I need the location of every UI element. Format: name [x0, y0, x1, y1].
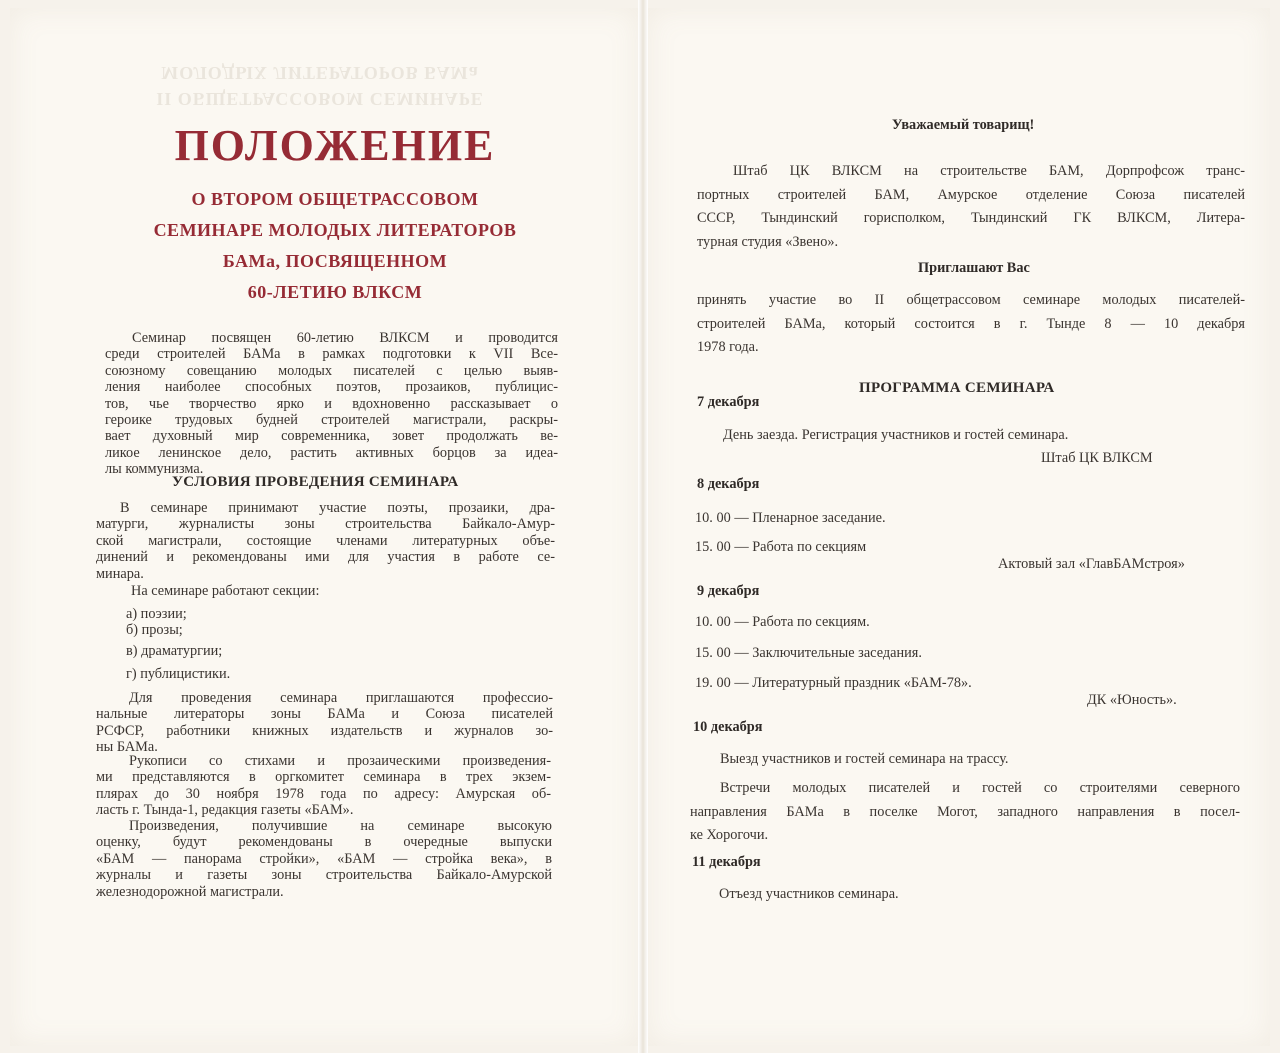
invite-text	[697, 289, 1245, 360]
manuscripts-line: ми представляются в оргкомитет семинара в трех экзем-	[96, 769, 551, 786]
intro-line: героике трудовых будней строителей магистрали, раскры-	[105, 412, 558, 429]
bleed-through-text	[110, 60, 530, 112]
day-date: 8 декабря	[697, 476, 760, 492]
day-date: 10 декабря	[693, 719, 763, 735]
works-line: «БАМ — панорама стройки», «БАМ — стройка века», в	[96, 850, 552, 867]
invite-line: 1978 года.	[697, 339, 759, 356]
hosts-paragraph	[697, 160, 1245, 254]
manuscripts-line: Рукописи со стихами и прозаическими произведения-	[129, 753, 551, 769]
day-place: Штаб ЦК ВЛКСМ	[1041, 450, 1153, 466]
manuscripts-line: ласть г. Тында-1, редакция газеты «БАМ».	[96, 802, 354, 819]
invite-line: строителей БАМа, который состоится в г. Тынде 8 — 10 декабря	[697, 315, 1245, 332]
participants-line: матурги, журналисты зоны строительства Байкало-Амур-	[96, 516, 555, 533]
invite-line: ны БАМа.	[96, 739, 158, 756]
bleed-through-line: II ОБЩЕТРАССОВОМ СЕМИНАРЕ	[156, 89, 484, 109]
participants-line: ской магистрали, состоящие членами литературных объе-	[96, 532, 555, 549]
program-heading: ПРОГРАММА СЕМИНАРА	[859, 380, 1055, 396]
hosts-line: турная студия «Звено».	[697, 233, 839, 250]
conditions-heading: УСЛОВИЯ ПРОВЕДЕНИЯ СЕМИНАРА	[172, 474, 459, 490]
day-text: День заезда. Регистрация участников и гостей семинара.	[723, 427, 1069, 443]
invite-line: принять участие во II общетрассовом семинаре молодых писателей-	[697, 292, 1245, 308]
section-item: б) прозы;	[126, 622, 183, 638]
meeting-line: Встречи молодых писателей и гостей со строителями северного	[720, 780, 1240, 796]
schedule-item: 15. 00 — Работа по секциям	[695, 539, 867, 555]
day-date: 7 декабря	[697, 394, 760, 410]
manuscripts-line: плярах до 30 ноября 1978 года по адресу: Амурская об-	[96, 785, 551, 802]
subtitle-line: БАМа, ПОСВЯЩЕННОМ	[222, 251, 448, 271]
participants-line: динений и рекомендованы ими для участия в работе се-	[96, 549, 555, 566]
document-title: ПОЛОЖЕНИЕ	[174, 121, 496, 170]
hosts-line: СССР, Тындинский горисполком, Тындинский ГК ВЛКСМ, Литера-	[697, 210, 1245, 227]
schedule-item: 19. 00 — Литературный праздник «БАМ-78».	[695, 675, 972, 691]
meeting-line: ке Хорогочи.	[690, 827, 769, 844]
intro-paragraph	[105, 330, 558, 478]
subtitle-line: СЕМИНАРЕ МОЛОДЫХ ЛИТЕРАТОРОВ	[153, 220, 517, 240]
intro-line: союзному совещанию молодых писателей с целью выяв-	[105, 362, 558, 379]
works-line: журналы и газеты зоны строительства Байкало-Амурской	[96, 867, 552, 884]
hosts-line: портных строителей БАМ, Амурское отделение Союза писателей	[697, 186, 1245, 203]
day-date: 11 декабря	[692, 854, 761, 870]
section-item: в) драматургии;	[126, 643, 223, 659]
meeting-line: направления БАМа в поселке Могот, западного направления в посел-	[690, 803, 1240, 820]
day-date: 9 декабря	[697, 583, 760, 599]
schedule-item: 10. 00 — Пленарное заседание.	[695, 510, 886, 526]
hosts-line: Штаб ЦК ВЛКСМ на строительстве БАМ, Дорпрофсож транс-	[733, 163, 1245, 179]
sections-intro: На семинаре работают секции:	[131, 583, 320, 599]
invite-line: нальные литераторы зоны БАМа и Союза писателей	[96, 706, 553, 723]
section-item: г) публицистики.	[126, 666, 231, 682]
schedule-item: 15. 00 — Заключительные заседания.	[695, 645, 922, 661]
manuscripts-paragraph	[96, 753, 551, 819]
schedule-item: 10. 00 — Работа по секциям.	[695, 614, 870, 630]
intro-line: Семинар посвящен 60-летию ВЛКСМ и проводится	[132, 330, 558, 346]
intro-line: среди строителей БАМа в рамках подготовки к VII Все-	[105, 346, 558, 363]
participants-line: В семинаре принимают участие поэты, прозаики, дра-	[120, 500, 555, 516]
section-item: а) поэзии;	[126, 606, 187, 622]
day-text: Выезд участников и гостей семинара на трассу.	[720, 751, 1009, 767]
document-subtitle	[70, 184, 600, 308]
invite-line: Для проведения семинара приглашаются профессио-	[129, 690, 553, 706]
invite-line: РСФСР, работники книжных издательств и журналов зо-	[96, 722, 553, 739]
intro-line: ления наиболее способных поэтов, прозаиков, публицис-	[105, 379, 558, 396]
intro-line: ликое ленинское дело, растить активных борцов за идеа-	[105, 444, 558, 461]
invite-heading: Приглашают Вас	[918, 260, 1030, 276]
subtitle-line: 60-ЛЕТИЮ ВЛКСМ	[247, 282, 423, 302]
meetings-paragraph	[690, 777, 1240, 848]
works-line: железнодорожной магистрали.	[96, 883, 284, 900]
bleed-through-line: МОЛОДЫХ ЛИТЕРАТОРОВ БАМа	[161, 63, 479, 83]
intro-line: тов, чье творчество ярко и вдохновенно рассказывает о	[105, 395, 558, 412]
intro-line: вает духовный мир современника, зовет продолжать ве-	[105, 428, 558, 445]
subtitle-line: О ВТОРОМ ОБЩЕТРАССОВОМ	[191, 189, 479, 209]
day-place: Актовый зал «ГлавБАМстроя»	[998, 556, 1185, 572]
greeting: Уважаемый товарищ!	[892, 117, 1035, 133]
works-paragraph	[96, 818, 552, 900]
participants-line: минара.	[96, 565, 144, 582]
day-text: Отъезд участников семинара.	[719, 886, 899, 902]
participants-paragraph	[96, 500, 555, 582]
invite-paragraph	[96, 690, 553, 756]
works-line: Произведения, получившие на семинаре высокую	[129, 818, 552, 834]
works-line: оценку, будут рекомендованы в очередные выпуски	[96, 834, 552, 851]
day-place: ДК «Юность».	[1087, 692, 1177, 708]
intro-line: лы коммунизма.	[105, 461, 204, 478]
